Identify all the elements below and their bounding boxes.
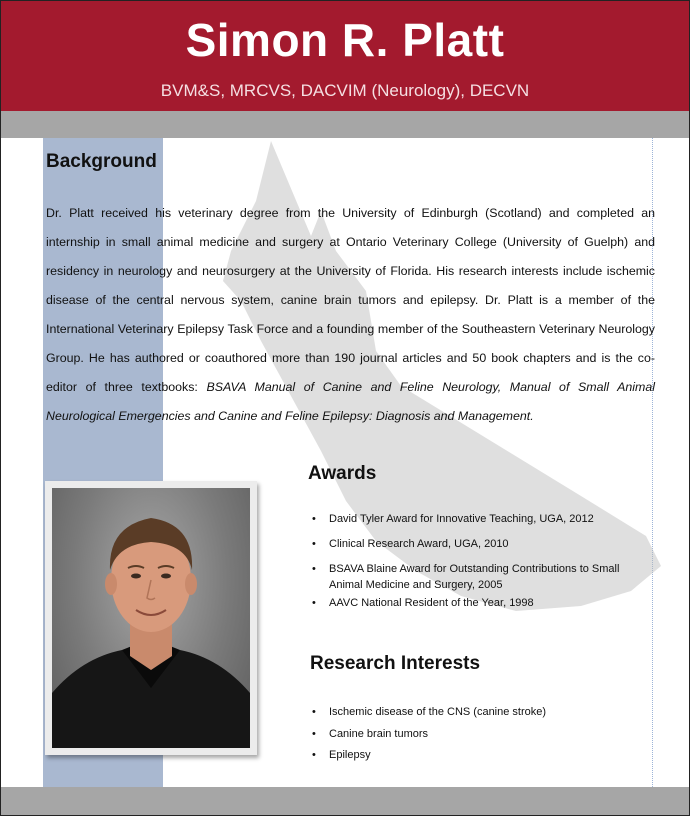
award-item: • Clinical Research Award, UGA, 2010: [310, 536, 640, 552]
textbook-titles: BSAVA Manual of Canine and Feline Neurology, Manual of Small Animal Neurological Emergencies and Canine and Feline Epilepsy: Diagnosis and Management.: [46, 380, 655, 423]
portrait-illustration: [52, 488, 250, 748]
award-item: • BSAVA Blaine Award for Outstanding Contributions to Small Animal Medicine and Surgery, 2005: [310, 561, 629, 593]
person-name: Simon R. Platt: [185, 14, 505, 66]
credentials-line: BVM&S, MRCVS, DACVIM (Neurology), DECVN: [160, 81, 530, 100]
awards-heading: Awards: [308, 463, 377, 484]
portrait-frame: [45, 481, 257, 755]
header-banner: [1, 1, 689, 111]
research-list: [310, 704, 640, 763]
background-text: Dr. Platt received his veterinary degree from the University of Edinburgh (Scotland) and completed an internship in small animal medicine and surgery at Ontario Veterinary College (University of Guelph) and residency in neurology and neurosurgery at the University of Florida. His research interests include ischemic disease of the central nervous system, canine brain tumors and epilepsy. Dr. Platt is a member of the International Veterinary Epilepsy Task Force and a founding member of the Southeastern Veterinary Neurology Group. He has authored or coauthored more than 190 journal articles and 50 book chapters and is the co-editor of three textbooks:: [46, 206, 655, 394]
research-item: • Epilepsy: [310, 747, 640, 763]
background-heading: Background: [46, 151, 157, 172]
award-item: • David Tyler Award for Innovative Teaching, UGA, 2012: [310, 511, 640, 527]
award-item: • AAVC National Resident of the Year, 1998: [310, 595, 640, 611]
research-heading: Research Interests: [310, 653, 481, 674]
bottom-gray-band: [1, 787, 689, 816]
portrait-photo: [52, 488, 250, 748]
research-item: • Ischemic disease of the CNS (canine stroke): [310, 704, 640, 720]
research-item: • Canine brain tumors: [310, 726, 640, 742]
top-gray-band: [1, 111, 689, 138]
background-paragraph: [46, 199, 655, 431]
awards-list: [310, 511, 640, 611]
